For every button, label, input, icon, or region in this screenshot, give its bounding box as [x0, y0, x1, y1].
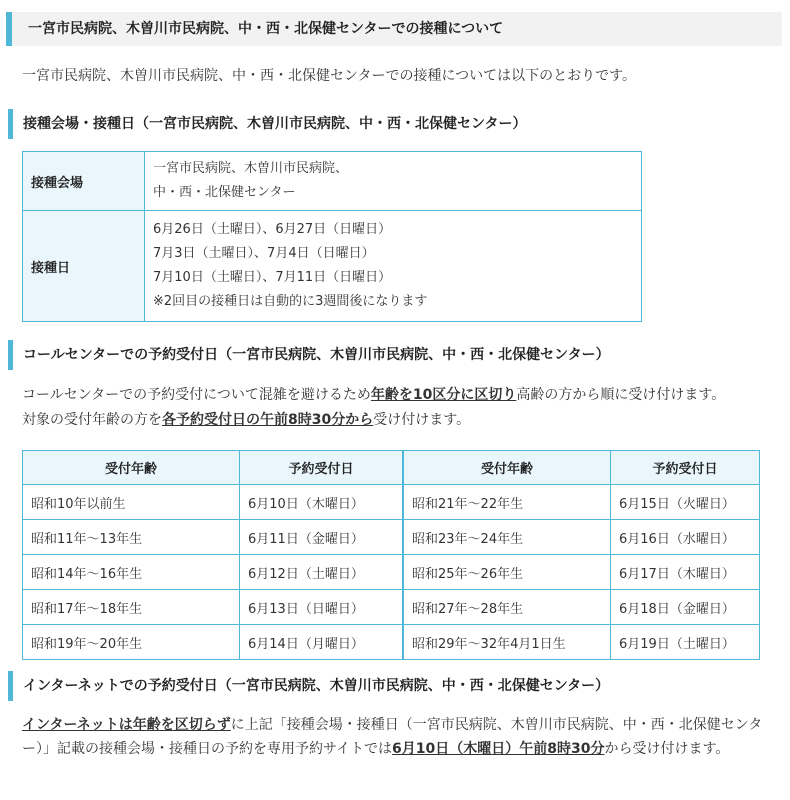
text-span: コールセンターでの予約受付について混雑を避けるため — [22, 387, 371, 403]
section-heading-call-center: コールセンターでの予約受付日（一宮市民病院、木曽川市民病院、中・西・北保健センター） — [8, 340, 610, 370]
section-heading-internet: インターネットでの予約受付日（一宮市民病院、木曽川市民病院、中・西・北保健センター） — [8, 671, 609, 701]
intro-text: 一宮市民病院、木曽川市民病院、中・西・北保健センターでの接種については以下のとおりです。 — [22, 68, 637, 84]
column-header: 受付年齢 — [403, 451, 611, 485]
date-line: 7月10日（土曜日）、7月11日（日曜日） — [153, 270, 392, 285]
section-heading-venue: 接種会場・接種日（一宮市民病院、木曽川市民病院、中・西・北保健センター） — [8, 109, 526, 139]
internet-text — [22, 713, 782, 761]
table-cell: 6月12日（土曜日） — [240, 555, 404, 590]
table-cell: 昭和19年～20年生 — [23, 625, 240, 660]
date-note: ※2回目の接種日は自動的に3週間後になります — [153, 294, 428, 309]
venue-line: 中・西・北保健センター — [153, 185, 296, 200]
venue-value — [145, 152, 642, 211]
date-line: 6月26日（土曜日）、6月27日（日曜日） — [153, 222, 392, 237]
table-row — [23, 555, 760, 590]
column-header: 受付年齢 — [23, 451, 240, 485]
table-cell: 昭和10年以前生 — [23, 485, 240, 520]
table-cell: 昭和27年～28年生 — [403, 590, 611, 625]
emphasis-text: 各予約受付日の午前8時30分から — [162, 412, 374, 428]
venue-label: 接種会場 — [23, 152, 145, 211]
table-cell: 6月11日（金曜日） — [240, 520, 404, 555]
table-cell: 昭和17年～18年生 — [23, 590, 240, 625]
table-cell: 6月17日（木曜日） — [611, 555, 760, 590]
table-cell: 昭和21年～22年生 — [403, 485, 611, 520]
main-heading: 一宮市民病院、木曽川市民病院、中・西・北保健センターでの接種について — [6, 12, 782, 46]
table-header-row — [23, 451, 760, 485]
call-center-text-1 — [22, 383, 782, 407]
reservation-schedule-table — [22, 450, 760, 660]
date-line: 7月3日（土曜日）、7月4日（日曜日） — [153, 246, 375, 261]
table-cell: 昭和23年～24年生 — [403, 520, 611, 555]
table-row — [23, 590, 760, 625]
emphasis-text: 年齢を10区分に区切り — [370, 387, 517, 403]
table-cell: 6月15日（火曜日） — [611, 485, 760, 520]
table-cell: 昭和11年～13年生 — [23, 520, 240, 555]
table-row — [23, 211, 642, 322]
table-cell: 昭和25年～26年生 — [403, 555, 611, 590]
column-header: 予約受付日 — [240, 451, 404, 485]
table-cell: 6月10日（木曜日） — [240, 485, 404, 520]
emphasis-text: 6月10日（木曜日）午前8時30分 — [392, 741, 605, 757]
date-label: 接種日 — [23, 211, 145, 322]
table-row — [23, 152, 642, 211]
table-row — [23, 625, 760, 660]
call-center-text-2 — [22, 408, 782, 432]
text-span: に上記「接種会場・接種日（一宮市民病院、木曽川市民病院、中・西・北保健センター）」記載の接種会場・接種日の予約を専用予約サイトでは — [22, 717, 763, 757]
venue-line: 一宮市民病院、木曽川市民病院、 — [153, 161, 349, 176]
table-cell: 6月19日（土曜日） — [611, 625, 760, 660]
text-span: 対象の受付年齢の方を — [22, 412, 162, 428]
date-value — [145, 211, 642, 322]
text-span: から受け付けます。 — [604, 741, 730, 757]
table-row — [23, 520, 760, 555]
text-span: 高齢の方から順に受け付けます。 — [516, 387, 726, 403]
venue-table — [22, 151, 642, 322]
table-cell: 昭和29年～32年4月1日生 — [403, 625, 611, 660]
table-cell: 6月14日（月曜日） — [240, 625, 404, 660]
table-cell: 昭和14年～16年生 — [23, 555, 240, 590]
table-cell: 6月18日（金曜日） — [611, 590, 760, 625]
emphasis-text: インターネットは年齢を区切らず — [22, 717, 231, 733]
table-cell: 6月13日（日曜日） — [240, 590, 404, 625]
table-row — [23, 485, 760, 520]
text-span: 受け付けます。 — [373, 412, 471, 428]
column-header: 予約受付日 — [611, 451, 760, 485]
table-cell: 6月16日（水曜日） — [611, 520, 760, 555]
